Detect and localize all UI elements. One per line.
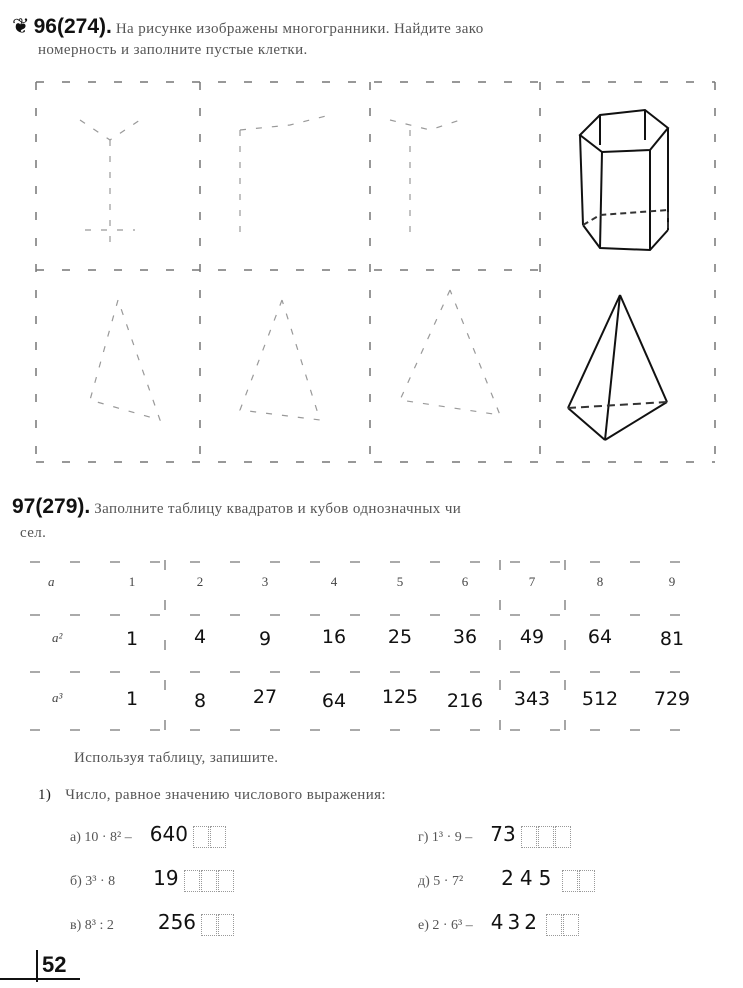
expression-b-label: б) 3³ · 8 <box>70 874 116 889</box>
empty-answer-box <box>579 870 595 892</box>
task-97-text-line1: Заполните таблицу квадратов и кубов однозначных чи <box>94 501 462 517</box>
cell-cube-1: 1 <box>125 688 139 710</box>
cell-square-2: 4 <box>193 626 207 648</box>
expression-a-label: а) 10 · 8² – <box>70 830 132 845</box>
use-table-instruction: Используя таблицу, запишите. <box>74 750 279 766</box>
expression-d-answer: 245 <box>501 866 558 890</box>
empty-answer-box <box>184 870 200 892</box>
page-number-underline <box>0 978 80 980</box>
task-97-header <box>12 495 461 519</box>
cell-a-7: 7 <box>528 574 536 589</box>
empty-answer-box <box>201 914 217 936</box>
cell-cube-3: 27 <box>252 686 278 708</box>
empty-answer-box <box>538 826 554 848</box>
expression-b-answer: 19 <box>153 866 179 890</box>
expression-d-label: д) 5 · 7² <box>418 874 464 889</box>
item-1-text: Число, равное значению числового выражения: <box>65 787 386 803</box>
row-label-a-squared: a² <box>52 630 63 645</box>
cell-square-1: 1 <box>125 628 139 650</box>
expression-g <box>418 822 571 848</box>
item-1-number: 1) <box>38 787 52 803</box>
expression-g-label: г) 1³ · 9 – <box>418 830 473 845</box>
task-marker: ❦ <box>12 15 30 38</box>
task-96-text-line1: На рисунке изображены многогранники. Найдите зако <box>115 21 484 37</box>
cell-a-9: 9 <box>668 574 676 589</box>
empty-answer-box <box>546 914 562 936</box>
cell-cube-4: 64 <box>321 690 347 712</box>
cell-a-1: 1 <box>128 574 136 589</box>
cell-cube-7: 343 <box>513 688 551 710</box>
cell-square-7: 49 <box>519 626 545 648</box>
empty-answer-box <box>210 826 226 848</box>
expression-d <box>418 866 595 892</box>
polyhedra-figure <box>0 70 743 480</box>
task-96-number: 96(274). <box>33 15 112 38</box>
expression-c-label: в) 8³ : 2 <box>70 918 114 933</box>
cell-cube-5: 125 <box>381 686 419 708</box>
cell-a-8: 8 <box>596 574 604 589</box>
empty-answer-box <box>193 826 209 848</box>
row-label-a-cubed: a³ <box>52 690 63 705</box>
empty-answer-box <box>555 826 571 848</box>
expression-e <box>418 910 579 936</box>
task-96-text-line2: номерность и заполните пустые клетки. <box>38 42 308 58</box>
cell-square-6: 36 <box>452 626 478 648</box>
expression-c-answer: 256 <box>157 910 197 934</box>
row-label-a: a <box>48 574 55 589</box>
empty-answer-box <box>563 914 579 936</box>
empty-answer-box <box>521 826 537 848</box>
expression-e-answer: 432 <box>490 910 541 934</box>
cell-cube-8: 512 <box>581 688 619 710</box>
page-number: 52 <box>42 952 67 977</box>
cell-square-5: 25 <box>387 626 413 648</box>
expression-g-answer: 73 <box>490 822 516 846</box>
expression-a <box>70 822 226 848</box>
cell-cube-2: 8 <box>193 690 207 712</box>
task-97-number: 97(279). <box>12 495 91 518</box>
cell-square-9: 81 <box>659 628 685 650</box>
hexagonal-prism-drawing <box>580 110 668 250</box>
triangular-pyramid-drawing <box>568 295 667 440</box>
cell-a-2: 2 <box>196 574 204 589</box>
item-1 <box>38 786 386 804</box>
cell-a-5: 5 <box>396 574 404 589</box>
empty-answer-box <box>562 870 578 892</box>
faint-prism-sketches <box>80 115 460 245</box>
cell-a-4: 4 <box>330 574 338 589</box>
squares-cubes-table <box>30 560 730 740</box>
empty-answer-box <box>218 914 234 936</box>
cell-cube-6: 216 <box>446 690 484 712</box>
expression-a-answer: 640 <box>149 822 188 846</box>
cell-a-6: 6 <box>461 574 469 589</box>
faint-pyramid-sketches <box>90 290 500 420</box>
expression-b <box>70 866 234 892</box>
cell-a-3: 3 <box>261 574 269 589</box>
expression-e-label: е) 2 · 6³ – <box>418 918 473 933</box>
empty-answer-box <box>201 870 217 892</box>
cell-square-3: 9 <box>258 628 272 650</box>
empty-answer-box <box>218 870 234 892</box>
expression-c <box>70 910 234 936</box>
cell-square-4: 16 <box>321 626 347 648</box>
task-96-header <box>12 14 484 39</box>
task-97-text-line2: сел. <box>20 525 47 541</box>
cell-cube-9: 729 <box>653 688 691 710</box>
cell-square-8: 64 <box>587 626 613 648</box>
